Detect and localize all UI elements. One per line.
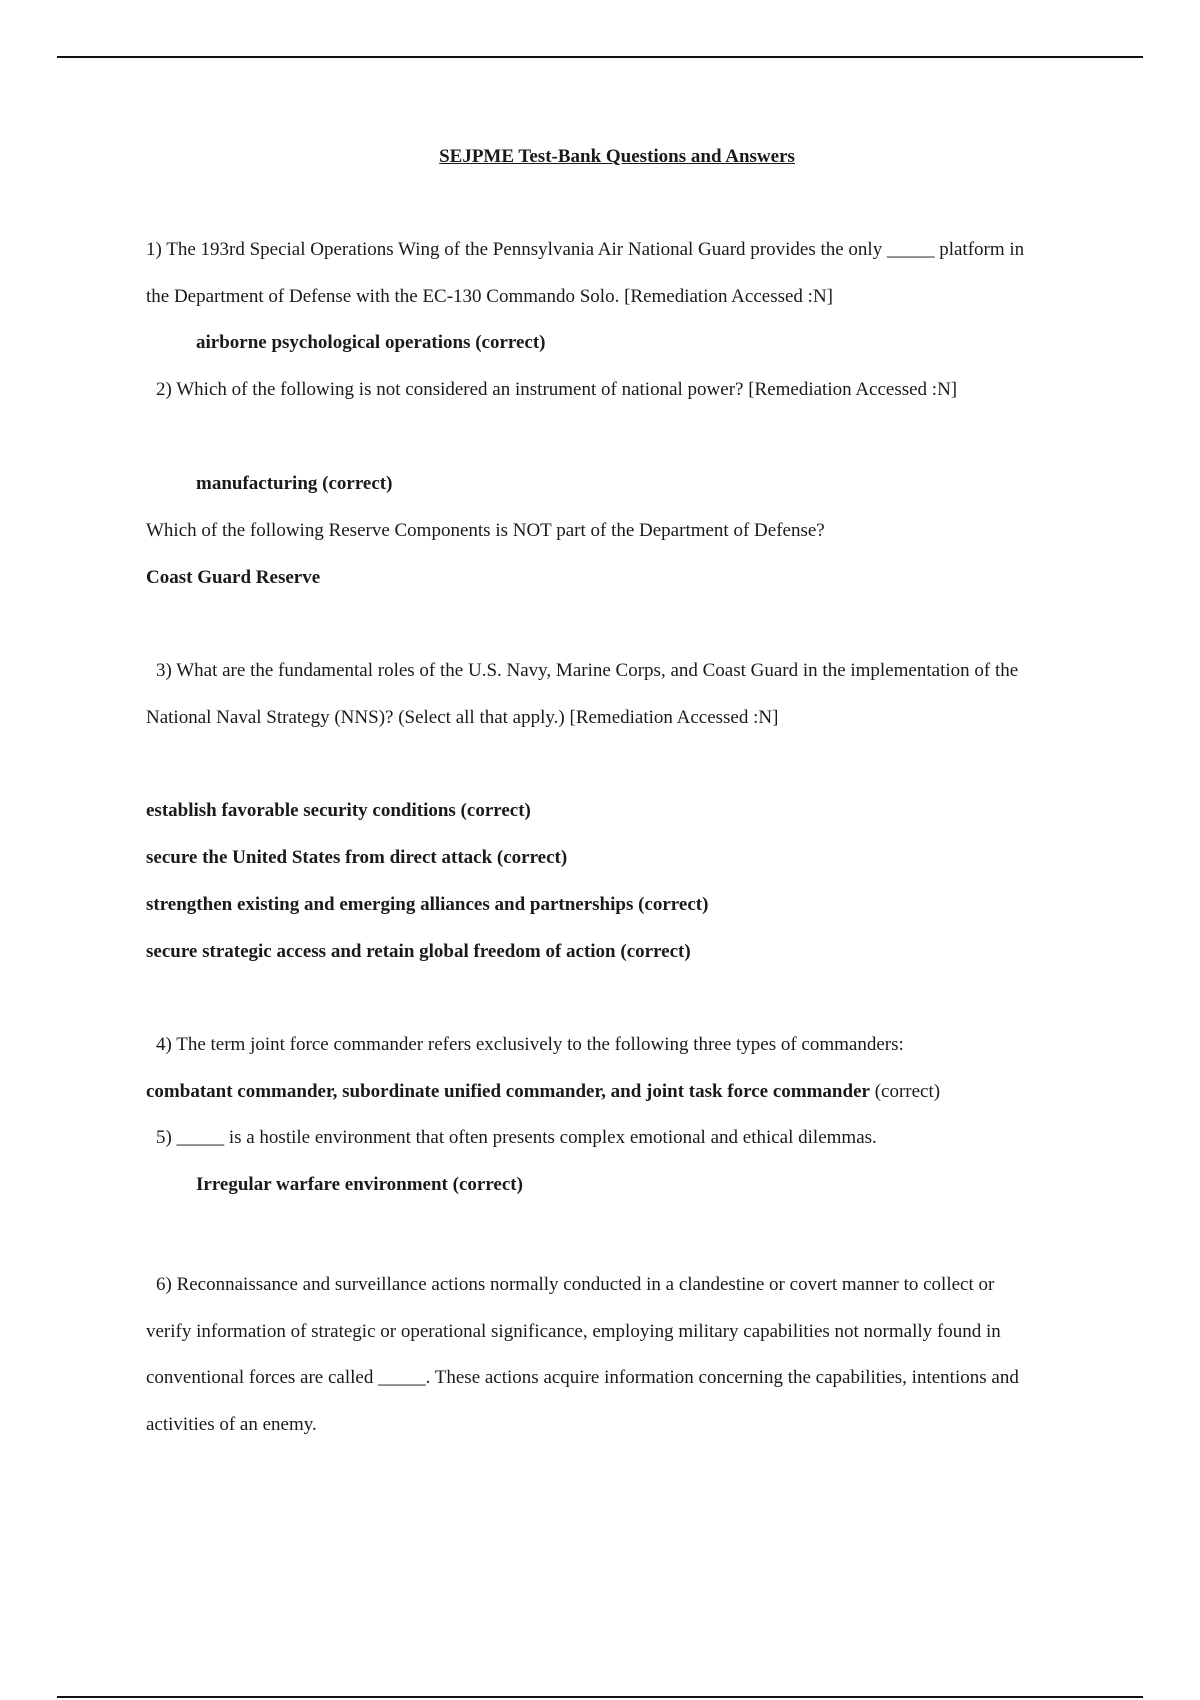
question-6-line-4: activities of an enemy. (146, 1414, 317, 1435)
question-3-line-1: 3) What are the fundamental roles of the U.S. Navy, Marine Corps, and Coast Guard in the implementation of the (156, 660, 1019, 681)
question-6-line-3: conventional forces are called _____. These actions acquire information concerning the capabilities, intentions and (146, 1367, 1019, 1388)
question-6-line-2: verify information of strategic or operational significance, employing military capabilities not normally found in (146, 1321, 1001, 1342)
question-1-line-2: the Department of Defense with the EC-130 Commando Solo. [Remediation Accessed :N] (146, 286, 834, 307)
bottom-rule (57, 1696, 1143, 1698)
question-4-line-1: 4) The term joint force commander refers exclusively to the following three types of commanders: (156, 1034, 904, 1055)
question-4-answer (146, 1080, 940, 1104)
question-1-answer: airborne psychological operations (correct) (196, 332, 546, 353)
question-6-line-1: 6) Reconnaissance and surveillance actions normally conducted in a clandestine or covert manner to collect or (156, 1274, 995, 1295)
question-3-line-2: National Naval Strategy (NNS)? (Select all that apply.) [Remediation Accessed :N] (146, 707, 779, 728)
top-rule (57, 56, 1143, 58)
document-title: SEJPME Test-Bank Questions and Answers (439, 146, 795, 167)
question-3-answer-2: secure the United States from direct attack (correct) (146, 847, 568, 868)
question-4-answer-bold: combatant commander, subordinate unified commander, and joint task force commander (146, 1081, 870, 1102)
question-3-answer-3: strengthen existing and emerging alliances and partnerships (correct) (146, 894, 709, 915)
question-4-answer-tail: (correct) (869, 1081, 941, 1102)
question-5-answer: Irregular warfare environment (correct) (196, 1174, 523, 1195)
question-5-line-1: 5) _____ is a hostile environment that often presents complex emotional and ethical dilemmas. (156, 1127, 877, 1148)
question-1-line-1: 1) The 193rd Special Operations Wing of the Pennsylvania Air National Guard provides the only _____ platform in (146, 239, 1025, 260)
question-3-answer-1: establish favorable security conditions (correct) (146, 800, 531, 821)
question-3-answer-4: secure strategic access and retain global freedom of action (correct) (146, 941, 691, 962)
question-2b-line-1: Which of the following Reserve Components is NOT part of the Department of Defense? (146, 520, 825, 541)
question-2b-answer: Coast Guard Reserve (146, 567, 321, 588)
question-2-line-1: 2) Which of the following is not considered an instrument of national power? [Remediation Accessed :N] (156, 379, 958, 400)
question-2-answer: manufacturing (correct) (196, 473, 393, 494)
